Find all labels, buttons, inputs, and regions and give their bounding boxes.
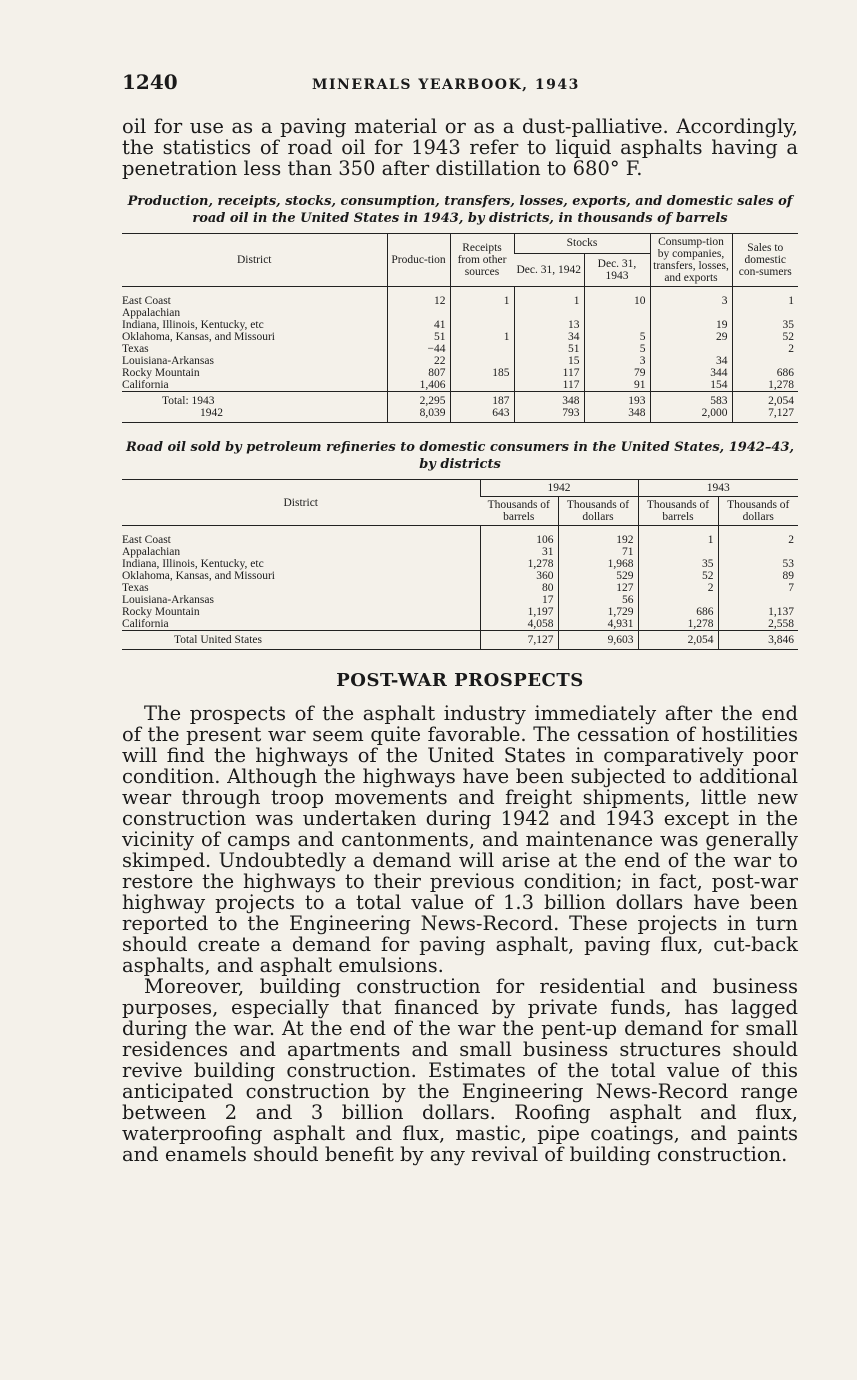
receipts-cell: 1 (450, 331, 514, 343)
stocks-1943-cell: 5 (584, 343, 650, 355)
road-oil-table (122, 233, 798, 423)
district-cell: East Coast (122, 534, 171, 546)
stocks-1942-cell: 117 (514, 367, 584, 379)
consumption-cell: 344 (650, 367, 732, 379)
dollars-1942-cell: 192 (558, 526, 638, 547)
col-header-district: District (122, 234, 387, 287)
barrels-1943-cell (638, 594, 718, 606)
production-cell: 22 (387, 355, 450, 367)
table-row (122, 606, 798, 618)
dollars-1943-cell: 7 (718, 582, 798, 594)
table-row (122, 307, 798, 319)
district-cell: Rocky Mountain (122, 606, 200, 618)
col-header-dec1942: Dec. 31, 1942 (514, 253, 584, 286)
barrels-1943-cell: 686 (638, 606, 718, 618)
stocks-1943-cell: 193 (584, 392, 650, 408)
consumption-cell: 34 (650, 355, 732, 367)
sales-cell: 7,127 (732, 407, 798, 423)
sales-cell (732, 355, 798, 367)
stocks-1942-cell: 117 (514, 379, 584, 392)
barrels-1943-cell: 1,278 (638, 618, 718, 631)
district-cell: Appalachian (122, 546, 181, 558)
barrels-1942-cell: 7,127 (480, 631, 558, 650)
road-oil-sales-table (122, 479, 798, 650)
total-row (122, 407, 798, 423)
district-cell: California (122, 618, 169, 630)
production-cell: 51 (387, 331, 450, 343)
body-paragraph: The prospects of the asphalt industry immediately after the end of the present war seem quite favorable. The cessation of hostilities will find the highways of the United States in comparatively poor condition. Although the highways have been subjected to additional wear through troop movements and freight shipments, little new construction was undertaken during 1942 and 1943 except in the vicinity of camps and cantonments, and maintenance was generally skimped. Undoubtedly a demand will arise at the end of the war to restore the highways to their previous condition; in fact, post-war highway projects to a total value of 1.3 billion dollars have been reported to the Engineering News-Record. These projects in turn should create a demand for paving asphalt, paving flux, cut-back asphalts, and asphalt emulsions. (122, 702, 798, 977)
col-header-stocks: Stocks (514, 234, 650, 254)
district-cell: Texas (122, 343, 149, 355)
receipts-cell: 185 (450, 367, 514, 379)
col-header-barrels-1943: Thousands of barrels (638, 497, 718, 526)
production-cell: −44 (387, 343, 450, 355)
production-cell: 12 (387, 287, 450, 308)
body-paragraph: Moreover, building construction for residential and business purposes, especially that financed by private funds, has lagged during the war. At the end of the war the pent-up demand for small residences and apartments and small business structures should revive building construction. Estimates of the total value of this anticipated construction by the Engineering News-Record range between 2 and 3 billion dollars. Roofing asphalt and flux, waterproofing asphalt and flux, mastic, pipe coatings, and paints and enamels should benefit by any revival of building construction. (122, 975, 798, 1166)
sales-cell: 686 (732, 367, 798, 379)
receipts-cell (450, 355, 514, 367)
district-cell: Rocky Mountain (122, 367, 200, 379)
stocks-1943-cell (584, 307, 650, 319)
district-cell: East Coast (122, 295, 171, 307)
dollars-1943-cell: 89 (718, 570, 798, 582)
stocks-1942-cell: 51 (514, 343, 584, 355)
barrels-1943-cell: 52 (638, 570, 718, 582)
barrels-1942-cell: 80 (480, 582, 558, 594)
table-row (122, 287, 798, 308)
total-row (122, 392, 798, 408)
stocks-1942-cell: 793 (514, 407, 584, 423)
stocks-1943-cell: 91 (584, 379, 650, 392)
barrels-1942-cell: 4,058 (480, 618, 558, 631)
district-cell: California (122, 379, 169, 391)
sales-cell (732, 307, 798, 319)
total-label: 1942 (122, 407, 387, 423)
dollars-1943-cell: 53 (718, 558, 798, 570)
table-row (122, 618, 798, 631)
sales-cell: 1 (732, 287, 798, 308)
sales-cell: 35 (732, 319, 798, 331)
table-row (122, 343, 798, 355)
dollars-1943-cell: 2,558 (718, 618, 798, 631)
running-title: MINERALS YEARBOOK, 1943 (312, 77, 580, 93)
total-row (122, 631, 798, 650)
consumption-cell: 29 (650, 331, 732, 343)
dollars-1943-cell: 2 (718, 526, 798, 547)
total-label: Total: 1943 (122, 392, 387, 408)
dollars-1942-cell: 1,968 (558, 558, 638, 570)
production-cell: 2,295 (387, 392, 450, 408)
col-header-consumption: Consump-tion by companies, transfers, losses, and exports (650, 234, 732, 287)
stocks-1942-cell: 1 (514, 287, 584, 308)
barrels-1942-cell: 1,197 (480, 606, 558, 618)
barrels-1942-cell: 106 (480, 526, 558, 547)
dollars-1943-cell (718, 546, 798, 558)
table-row (122, 367, 798, 379)
table-row (122, 319, 798, 331)
col-header-1942: 1942 (480, 480, 638, 497)
dollars-1942-cell: 1,729 (558, 606, 638, 618)
barrels-1943-cell: 2,054 (638, 631, 718, 650)
receipts-cell: 1 (450, 287, 514, 308)
intro-paragraph: oil for use as a paving material or as a dust-palliative. Accordingly, the statistics of road oil for 1943 refer to liquid asphalts having a penetration less than 350 after distillation to 680° F. (122, 115, 798, 180)
table-row (122, 558, 798, 570)
dollars-1942-cell: 4,931 (558, 618, 638, 631)
stocks-1943-cell: 5 (584, 331, 650, 343)
district-cell: Appalachian (122, 307, 181, 319)
barrels-1942-cell: 360 (480, 570, 558, 582)
receipts-cell (450, 307, 514, 319)
production-cell: 1,406 (387, 379, 450, 392)
stocks-1942-cell: 13 (514, 319, 584, 331)
table-row (122, 526, 798, 547)
sales-cell: 2 (732, 343, 798, 355)
district-cell: Oklahoma, Kansas, and Missouri (122, 331, 275, 343)
barrels-1942-cell: 31 (480, 546, 558, 558)
stocks-1942-cell: 348 (514, 392, 584, 408)
barrels-1943-cell: 35 (638, 558, 718, 570)
dollars-1942-cell: 71 (558, 546, 638, 558)
sales-cell: 1,278 (732, 379, 798, 392)
receipts-cell (450, 319, 514, 331)
col-header-dollars-1943: Thousands of dollars (718, 497, 798, 526)
receipts-cell (450, 379, 514, 392)
dollars-1943-cell (718, 594, 798, 606)
district-cell: Oklahoma, Kansas, and Missouri (122, 570, 275, 582)
page-header (122, 70, 798, 96)
dollars-1942-cell: 9,603 (558, 631, 638, 650)
col-header-barrels-1942: Thousands of barrels (480, 497, 558, 526)
document-page (122, 70, 798, 1165)
consumption-cell: 19 (650, 319, 732, 331)
stocks-1943-cell: 79 (584, 367, 650, 379)
district-cell: Indiana, Illinois, Kentucky, etc (122, 558, 264, 570)
table2-caption: Road oil sold by petroleum refineries to domestic consumers in the United States, 1942–43, by districts (125, 440, 795, 472)
dollars-1943-cell: 3,846 (718, 631, 798, 650)
col-header-dollars-1942: Thousands of dollars (558, 497, 638, 526)
dollars-1942-cell: 127 (558, 582, 638, 594)
table-row (122, 570, 798, 582)
stocks-1943-cell: 10 (584, 287, 650, 308)
consumption-cell: 583 (650, 392, 732, 408)
stocks-1942-cell: 15 (514, 355, 584, 367)
table-row (122, 546, 798, 558)
dollars-1942-cell: 56 (558, 594, 638, 606)
consumption-cell: 3 (650, 287, 732, 308)
col-header-receipts: Receipts from other sources (450, 234, 514, 287)
stocks-1942-cell (514, 307, 584, 319)
table-row (122, 594, 798, 606)
production-cell: 41 (387, 319, 450, 331)
stocks-1943-cell (584, 319, 650, 331)
barrels-1942-cell: 17 (480, 594, 558, 606)
district-cell: Louisiana-Arkansas (122, 355, 214, 367)
receipts-cell: 187 (450, 392, 514, 408)
sales-cell: 2,054 (732, 392, 798, 408)
col-header-production: Produc-tion (387, 234, 450, 287)
stocks-1942-cell: 34 (514, 331, 584, 343)
table1-caption: Production, receipts, stocks, consumption, transfers, losses, exports, and domestic sales of road oil in the United States in 1943, by districts, in thousands of barrels (127, 194, 793, 226)
barrels-1942-cell: 1,278 (480, 558, 558, 570)
table-row (122, 379, 798, 392)
consumption-cell (650, 307, 732, 319)
consumption-cell: 2,000 (650, 407, 732, 423)
table-row (122, 582, 798, 594)
receipts-cell (450, 343, 514, 355)
consumption-cell (650, 343, 732, 355)
district-cell: Indiana, Illinois, Kentucky, etc (122, 319, 264, 331)
barrels-1943-cell: 1 (638, 526, 718, 547)
stocks-1943-cell: 348 (584, 407, 650, 423)
col-header-1943: 1943 (638, 480, 798, 497)
dollars-1943-cell: 1,137 (718, 606, 798, 618)
district-cell: Louisiana-Arkansas (122, 594, 214, 606)
production-cell: 8,039 (387, 407, 450, 423)
barrels-1943-cell: 2 (638, 582, 718, 594)
col-header-sales: Sales to domestic con-sumers (732, 234, 798, 287)
table-row (122, 355, 798, 367)
col-header-dec1943: Dec. 31, 1943 (584, 253, 650, 286)
consumption-cell: 154 (650, 379, 732, 392)
production-cell (387, 307, 450, 319)
table-row (122, 331, 798, 343)
total-label: Total United States (122, 631, 480, 650)
sales-cell: 52 (732, 331, 798, 343)
district-cell: Texas (122, 582, 149, 594)
col-header-district: District (122, 480, 480, 526)
page-number: 1240 (122, 70, 178, 94)
receipts-cell: 643 (450, 407, 514, 423)
dollars-1942-cell: 529 (558, 570, 638, 582)
barrels-1943-cell (638, 546, 718, 558)
stocks-1943-cell: 3 (584, 355, 650, 367)
section-heading: POST-WAR PROSPECTS (336, 670, 584, 691)
production-cell: 807 (387, 367, 450, 379)
